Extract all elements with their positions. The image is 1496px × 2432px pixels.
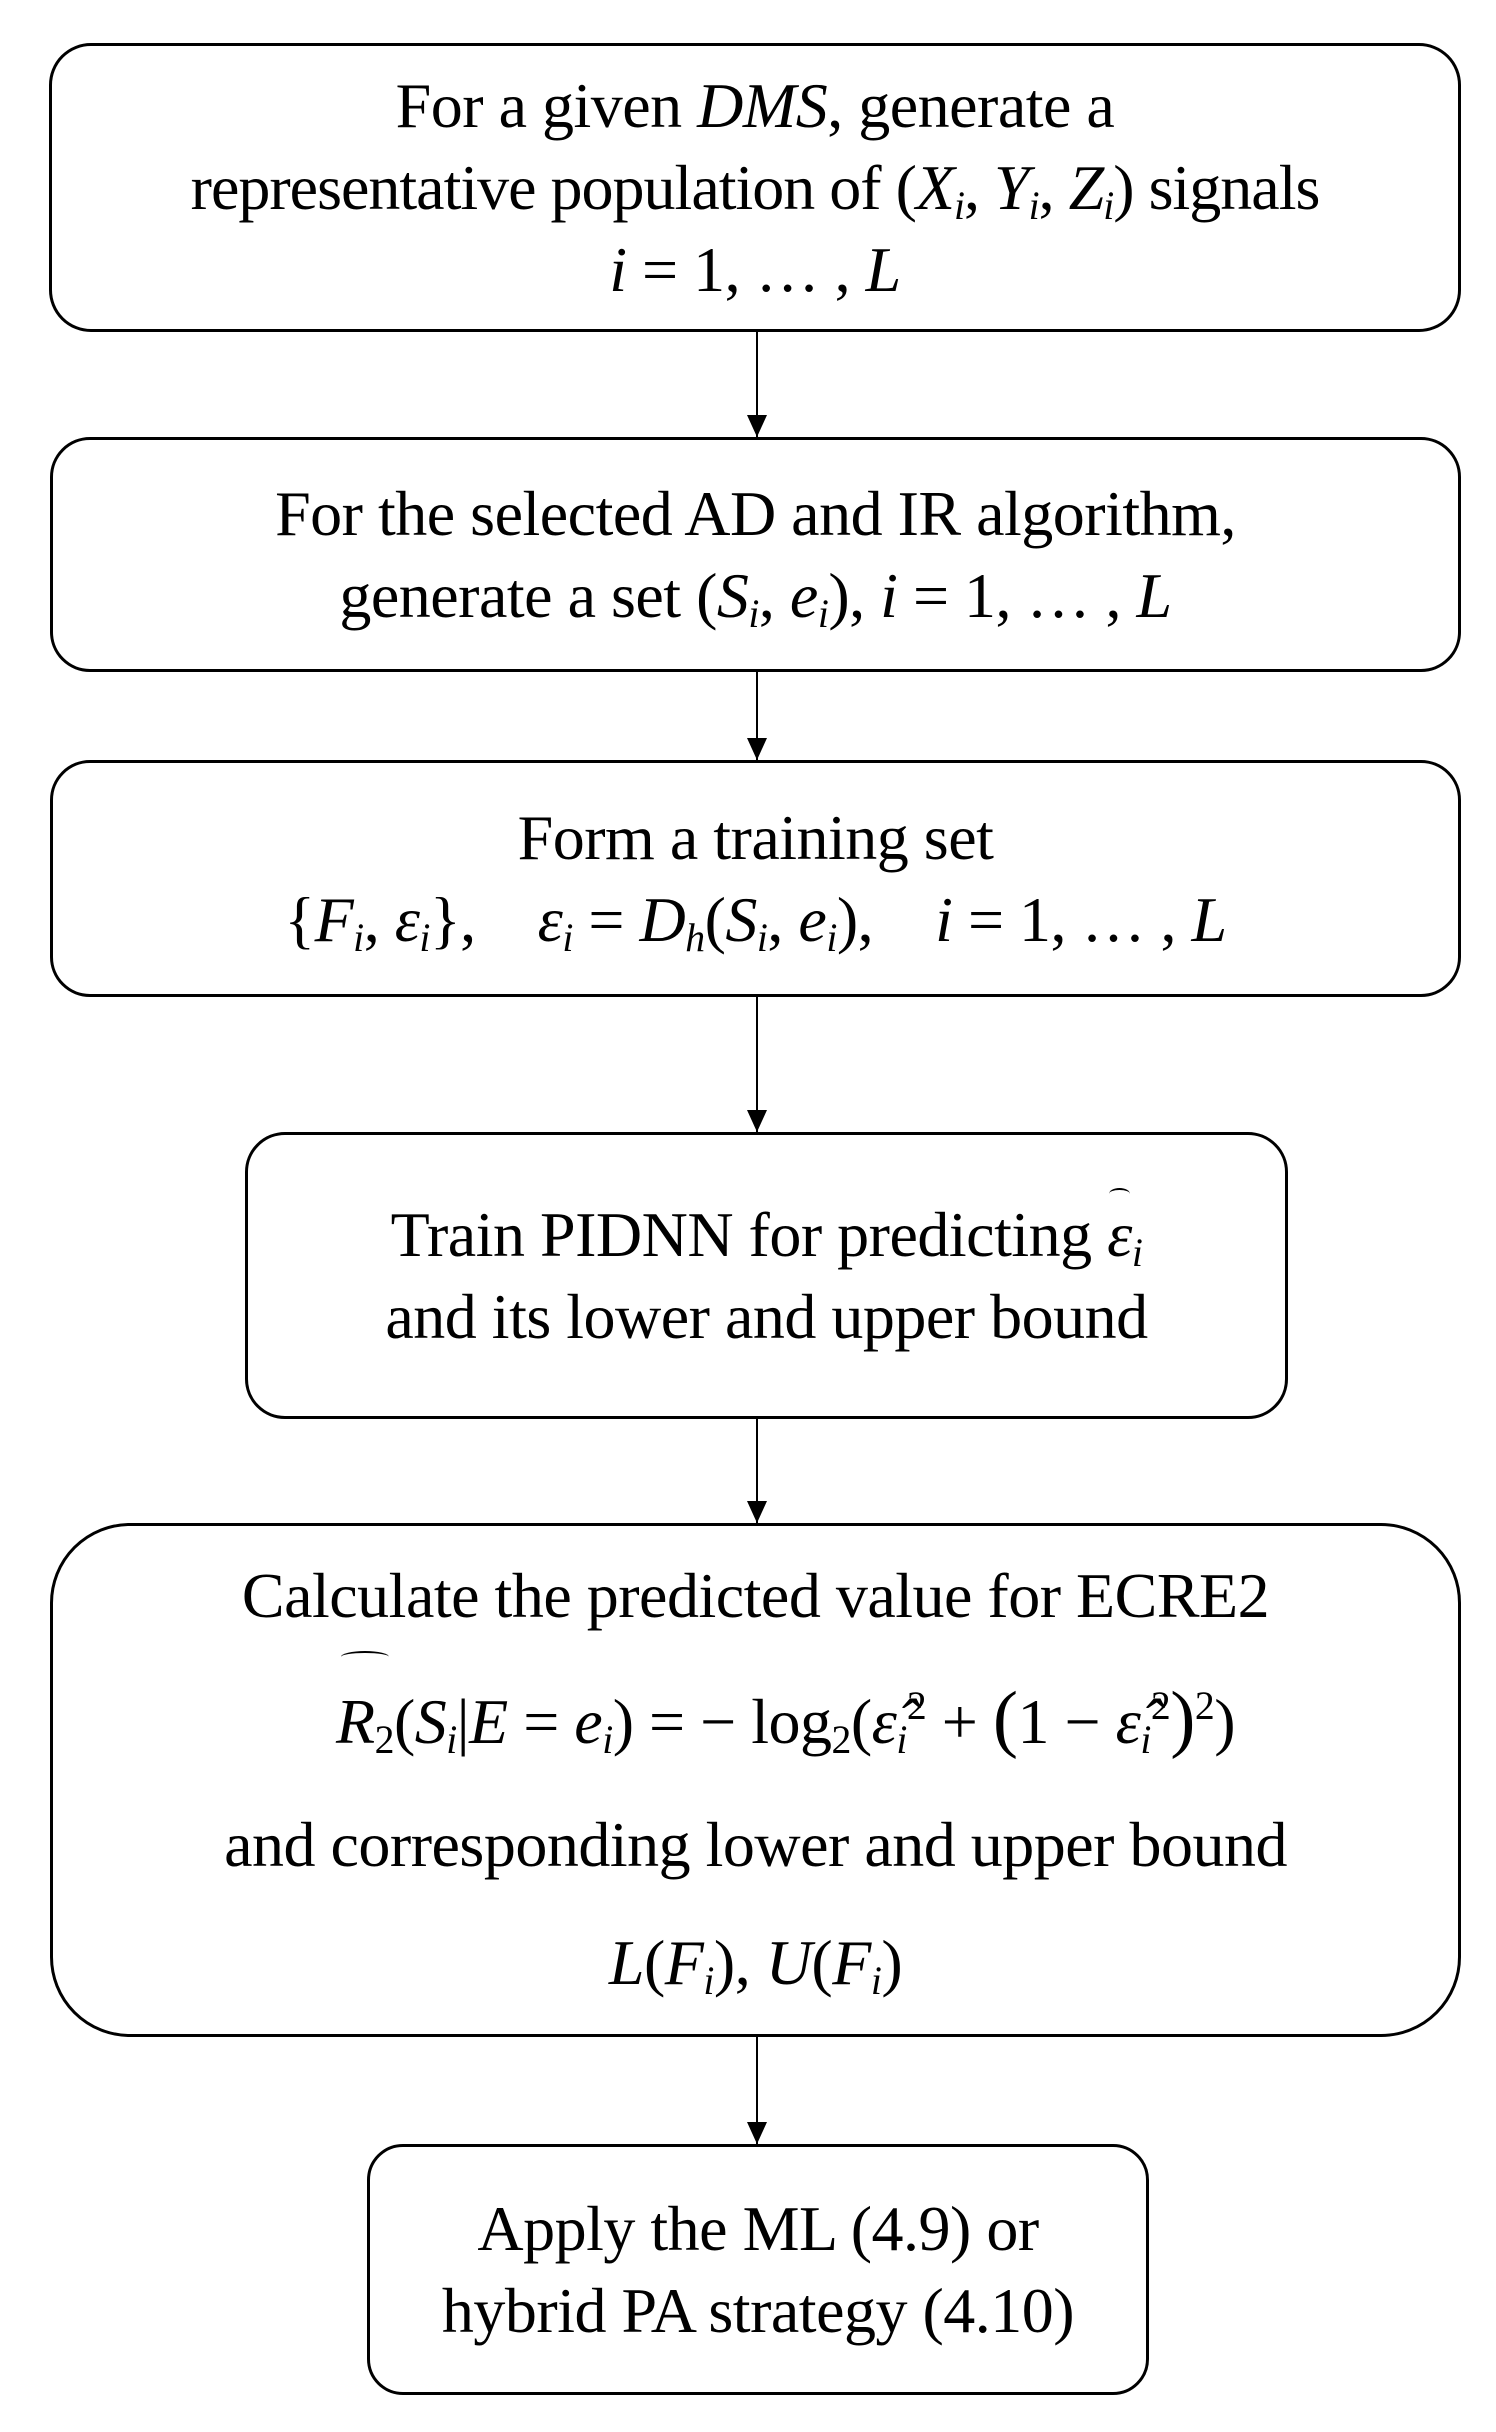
step-apply-strategy xyxy=(367,2144,1149,2395)
step-6-line-1: Apply the ML (4.9) or xyxy=(477,2192,1039,2264)
step-6-line-2: hybrid PA strategy (4.10) xyxy=(441,2274,1075,2346)
step-5-bounds: $L(F_i)$, $U(F_i)$ xyxy=(608,1926,903,2003)
step-5-formula: $R_2(S_i|E = e_i)$ = − $\log_2(\varepsilon̂_i^2 + (1$ − $\varepsilon̂_i^2)^2$) xyxy=(276,1654,1235,1787)
step-train-pidnn xyxy=(245,1132,1288,1419)
connector-arrow-4 xyxy=(756,1419,758,1523)
step-1-line-3: i = 1, … , L xyxy=(609,233,901,305)
step-3-line-2: {$F_i$, $\varepsilon_i$}, $\varepsilon_i = D_h(S_i$, $e_i$), i = 1, … , L xyxy=(284,883,1227,960)
r2-hat: $R_2$ xyxy=(336,1657,394,1787)
step-2-line-1: For the selected AD and IR algorithm, xyxy=(275,477,1236,549)
step-2-line-2: generate a set ($S_i$, $e_i$), i = 1, … , L xyxy=(339,559,1172,636)
step-4-line-1: Train PIDNN for predicting $\varepsilon_i$ xyxy=(391,1194,1143,1276)
connector-arrow-2 xyxy=(756,672,758,760)
step-3-line-1: Form a training set xyxy=(517,801,994,873)
step-5-line-1: Calculate the predicted value for ECRE2 xyxy=(241,1559,1270,1631)
step-1-line-1: For a given DMS, generate a xyxy=(395,69,1115,141)
step-calculate-ecre2 xyxy=(50,1523,1461,2037)
step-1-line-2: representative population of ($X_i$, $Y_i$, $Z_i$) signals xyxy=(190,151,1320,228)
step-4-line-2: and its lower and upper bound xyxy=(385,1280,1148,1352)
connector-arrow-5 xyxy=(756,2037,758,2144)
step-5-line-3: and corresponding lower and upper bound xyxy=(224,1808,1287,1880)
step-generate-population xyxy=(49,43,1461,332)
step-generate-set xyxy=(50,437,1461,672)
connector-arrow-3 xyxy=(756,997,758,1132)
connector-arrow-1 xyxy=(756,332,758,437)
step-form-training-set xyxy=(50,760,1461,997)
